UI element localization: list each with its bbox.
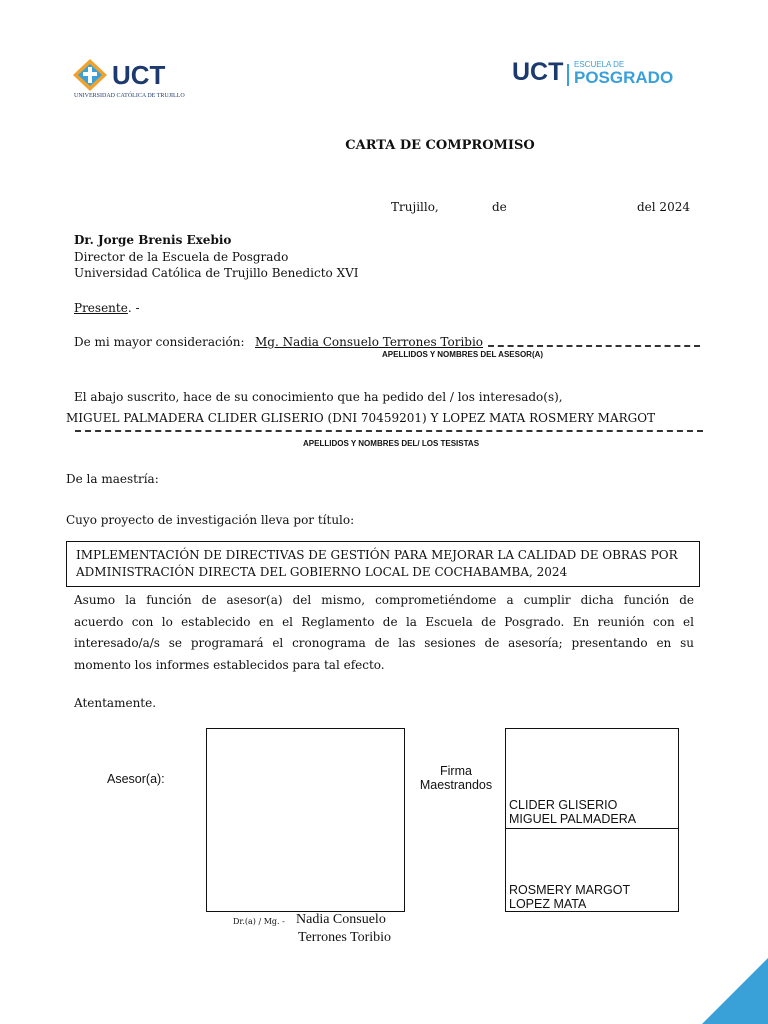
date-de: de [492, 200, 507, 214]
closing-text: Atentamente. [74, 696, 157, 710]
student1-name-line2: MIGUEL PALMADERA [509, 812, 637, 826]
project-label: Cuyo proyecto de investigación lleva por título: [66, 513, 355, 527]
uct-logo-subtitle: UNIVERSIDAD CATÓLICA DE TRUJILLO [74, 93, 185, 99]
uct-emblem-icon [72, 58, 108, 92]
student2-name-line1: ROSMERY MARGOT [509, 883, 631, 897]
student2-name [509, 883, 630, 911]
students-caption: APELLIDOS Y NOMBRES DEL/ LOS TESISTAS [303, 439, 480, 448]
posgrado-logo-line1: ESCUELA DE [574, 60, 625, 69]
uct-logo [72, 56, 192, 102]
posgrado-logo [508, 52, 676, 96]
date-city: Trujillo, [391, 200, 439, 214]
advisor-printed-name-line2: Terrones Toribio [298, 930, 392, 945]
students-dashes [75, 430, 703, 432]
document-title-text: CARTA DE COMPROMISO [345, 138, 535, 153]
posgrado-logo-brand: UCT [512, 58, 564, 86]
firma-label [417, 764, 495, 792]
commitment-line-1: Asumo la función de asesor(a) del mismo, comprometiéndome a cumplir dicha función de [74, 593, 694, 607]
advisor-title-prefix: Dr.(a) / Mg. - [233, 917, 285, 926]
uct-logo-brand: UCT [112, 60, 166, 90]
commitment-line-2: acuerdo con lo establecido en el Reglamento de la Escuela de Posgrado. En reunión con el [74, 615, 694, 629]
recipient-role: Director de la Escuela de Posgrado [74, 250, 289, 264]
request-text: El abajo suscrito, hace de su conocimiento que ha pedido del / los interesado(s), [74, 390, 563, 404]
recipient-name: Dr. Jorge Brenis Exebio [74, 233, 232, 247]
presente-line [74, 301, 140, 315]
posgrado-logo-line2: POSGRADO [574, 68, 674, 87]
advisor-printed-name-line1: Nadia Consuelo [296, 912, 386, 927]
consideration-label: De mi mayor consideración: [74, 335, 245, 349]
student1-name-line1: CLIDER GLISERIO [509, 798, 618, 812]
firma-label-line2: Maestrandos [419, 778, 493, 792]
project-title-line1: IMPLEMENTACIÓN DE DIRECTIVAS DE GESTIÓN PARA MEJORAR LA CALIDAD DE OBRAS POR [76, 548, 678, 562]
recipient-institution: Universidad Católica de Trujillo Benedicto XVI [74, 266, 359, 280]
project-title-line2: ADMINISTRACIÓN DIRECTA DEL GOBIERNO LOCAL DE COCHABAMBA, 2024 [76, 565, 568, 579]
commitment-line-4: momento los informes establecidos para tal efecto. [74, 658, 385, 672]
student2-name-line2: LOPEZ MATA [509, 897, 587, 911]
advisor-signature-label: Asesor(a): [107, 772, 165, 786]
presente-word: Presente [74, 301, 128, 315]
advisor-name-field: Mg. Nadia Consuelo Terrones Toribio [255, 335, 484, 349]
firma-label-line1: Firma [440, 764, 472, 778]
students-field: MIGUEL PALMADERA CLIDER GLISERIO (DNI 70459201) Y LOPEZ MATA ROSMERY MARGOT [66, 411, 656, 425]
document-title [0, 138, 768, 153]
commitment-line-3: interesado/a/s se programará el cronograma de las sesiones de asesoría; presentando en su [74, 636, 694, 650]
advisor-signature-box [206, 728, 405, 912]
advisor-caption: APELLIDOS Y NOMBRES DEL ASESOR(A) [382, 350, 544, 359]
corner-decoration-icon [702, 958, 768, 1024]
advisor-name-dashes [488, 345, 700, 347]
student1-name [509, 798, 636, 826]
maestria-label: De la maestría: [66, 472, 159, 486]
date-year: del 2024 [637, 200, 690, 214]
posgrado-logo-divider [567, 64, 569, 86]
project-title-box [66, 541, 700, 587]
presente-suffix: . - [127, 301, 140, 315]
